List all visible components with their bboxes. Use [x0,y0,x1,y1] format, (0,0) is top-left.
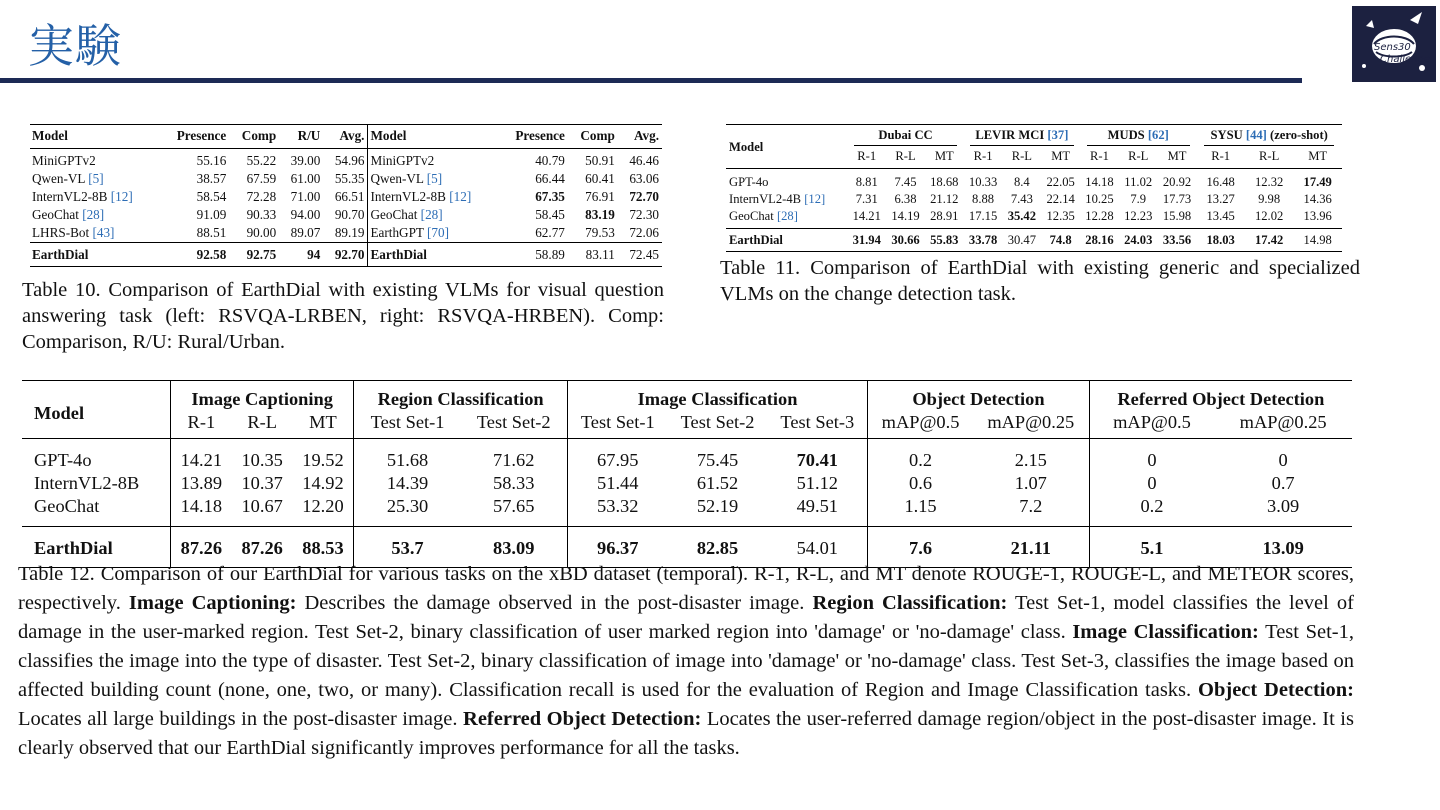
table-cell: 53.32 [567,495,667,527]
table-cell: 40.79 [535,153,565,168]
table-10-caption [22,277,664,355]
table-12-group-header: Object Detection [868,381,1090,412]
table-cell: 22.05 [1046,175,1075,189]
table-11-caption [720,255,1360,307]
table-cell: 10.37 [241,473,283,493]
table-10-body [30,149,662,243]
table-cell: 5.1 [1089,527,1214,568]
table-cell: 82.85 [696,538,739,558]
table-cell: 18.03 [1206,233,1235,247]
table-10-header-cell: Presence [515,128,565,143]
table-cell: 31.94 [852,233,881,247]
table-row [22,472,1352,495]
table-cell: 21.12 [930,192,959,206]
table-cell: 7.31 [855,192,878,206]
table-cell: 87.26 [241,538,283,558]
model-name [30,224,161,243]
table-row [726,208,1342,229]
model-label: InternVL2-8B [32,189,108,204]
table-cell: 14.92 [302,473,344,493]
table-12-model-header: Model [34,402,85,423]
logo-text-top: Sens30 [1374,42,1411,53]
table-cell: 55.22 [246,153,277,168]
table-cell: 90.33 [246,207,277,222]
table-cell: 89.07 [290,225,321,240]
table-12-group-header: Image Classification [567,381,867,412]
metric-header: MT [1308,149,1328,163]
table-cell: 7.9 [1130,192,1147,206]
table-10-header-cell: Comp [241,128,277,143]
slide-title: 実験 [28,19,122,73]
table-cell: 14.19 [891,209,920,223]
metric-header: R-1 [857,149,877,163]
table-10-final-row [30,243,662,267]
table-10-header-cell: Presence [176,128,227,143]
table-cell: 83.19 [585,207,615,222]
table-10-header-cell: Model [368,125,499,149]
table-11-group-header: LEVIR MCI [37] [964,125,1080,147]
citation: [28] [82,207,105,222]
table-cell: 70.41 [796,450,838,470]
metric-header: mAP@0.25 [1239,412,1327,432]
table-row [30,206,662,224]
table-cell: 16.48 [1206,175,1235,189]
table-cell: 14.98 [1303,233,1332,247]
caption-heading: Region Classification: [812,592,1008,614]
logo-graphic [1352,6,1436,82]
table-cell: 38.57 [196,171,227,186]
table-cell: 1.15 [868,495,973,527]
citation: [5] [426,171,443,186]
table-cell: 13.89 [170,472,231,495]
table-10-cell: 92.70 [334,247,365,262]
caption-heading: Image Classification: [1072,621,1259,643]
caption-heading: Object Detection: [1198,679,1354,701]
table-row [726,191,1342,208]
model-name [30,170,161,188]
table-cell: 19.52 [302,450,344,470]
metric-header: MT [1051,149,1071,163]
metric-header: Test Set-1 [567,411,667,439]
table-cell: 61.52 [696,473,739,493]
table-cell: 83.09 [493,538,535,558]
table-cell: 13.09 [1262,538,1304,558]
table-cell: 17.42 [1254,233,1284,247]
table-cell: 35.42 [1007,209,1037,223]
table-cell: 10.67 [241,496,283,516]
table-cell: 54.96 [334,153,365,168]
table-cell: 90.00 [246,225,277,240]
table-cell: 67.35 [535,189,565,204]
table-11-body [726,169,1342,229]
metric-header: Test Set-2 [680,412,755,432]
table-cell: 60.41 [585,171,615,186]
metric-header: Test Set-1 [354,411,461,439]
table-cell: 13.27 [1206,192,1235,206]
table-row [22,495,1352,527]
metric-header: MT [934,149,954,163]
citation: [70] [427,225,449,240]
table-12-caption: Table 12. Comparison of our EarthDial for various tasks on the xBD dataset (temporal). R-1, R-L, and MT denote ROUGE-1, ROUGE-L, and METEOR scores, respectively. Image Captioning: Describes the damage observed in the post-disaster image. Region Classification: Test Set-1, model classifies the level of damage in the user-marked region. Test Set-2, binary classification of user marked region into 'damage' or 'no-damage' class. Image Classification: Test Set-1, classifies the image into the type of disaster. Test Set-2, binary classification of image into 'damage' or 'no-damage' class. Test Set-3, classifies the image based on affected building count (none, one, two, or many). Classification recall is used for the evaluation of Region and Image Classification tasks. Object Detection: Locates all large buildings in the post-disaster image. Referred Object Detection: Locates the user-referred damage region/object in the post-disaster image. It is clearly observed that our EarthDial significantly improves performance for all the tasks. [18,563,1355,759]
table-cell: 72.30 [629,207,659,222]
table-cell: 12.35 [1046,209,1075,223]
table-cell: 0.2 [868,439,973,473]
table-cell: 18.68 [930,175,959,189]
table-cell: 67.95 [567,439,667,473]
table-cell: 79.53 [585,225,615,240]
table-cell: 54.01 [796,538,838,558]
model-name [368,170,499,188]
table-cell: 51.12 [796,473,838,493]
table-11-group-header: MUDS [62] [1080,125,1196,147]
metric-header: R-1 [1211,149,1231,163]
table-cell: 89.19 [334,225,365,240]
table-cell: 14.21 [170,439,231,473]
table-10-cell: EarthDial [32,247,89,262]
metric-header: R-1 [1090,149,1109,163]
citation: [43] [92,225,115,240]
table-cell: 62.77 [535,225,565,240]
table-cell: 49.51 [796,496,838,516]
caption-label: Table 10. [22,279,101,301]
model-name: GPT-4o [34,450,92,470]
table-cell: 66.44 [535,171,565,186]
table-cell: 12.32 [1254,175,1284,189]
model-name: InternVL2-8B [34,473,140,493]
table-cell: 87.26 [170,527,231,568]
table-cell: 55.83 [930,233,959,247]
table-row [30,170,662,188]
table-cell: 17.15 [968,209,998,223]
table-cell: 76.91 [585,189,615,204]
table-cell: 66.51 [334,189,365,204]
table-cell: 33.78 [968,233,998,247]
table-cell: 96.37 [567,527,667,568]
table-10-cell: 83.11 [585,247,615,262]
table-12-group-row [22,381,1352,412]
table-cell: 28.16 [1085,233,1114,247]
table-cell: 61.00 [290,171,321,186]
table-cell: 12.23 [1124,209,1153,223]
caption-label: Table 12. [18,563,95,585]
table-cell: 8.4 [1013,175,1030,189]
metric-header: Test Set-2 [476,412,551,432]
table-row [30,224,662,243]
table-cell: 72.28 [246,189,277,204]
table-10-cell: 72.45 [629,247,659,262]
model-name: EarthDial [34,538,113,558]
table-cell: 2.15 [1014,450,1047,470]
table-cell: 0.2 [1089,495,1214,527]
table-10 [30,124,662,267]
table-cell: 10.33 [968,175,998,189]
table-cell: 51.44 [567,472,667,495]
citation: [28] [420,207,443,222]
table-cell: 58.45 [535,207,565,222]
table-cell: 67.59 [246,171,277,186]
table-cell: 72.06 [629,225,659,240]
table-cell: 17.73 [1162,192,1192,206]
model-name [30,188,161,206]
logo-text-bottom: Challenge [1380,54,1430,65]
table-cell: 14.36 [1303,192,1332,206]
table-cell: 90.70 [334,207,365,222]
table-11-final-row [726,229,1342,252]
table-cell: 10.25 [1085,192,1114,206]
table-cell: 46.46 [629,153,659,168]
metric-header: R-L [247,412,277,432]
table-cell: 24.03 [1124,233,1153,247]
table-cell: 12.28 [1085,209,1114,223]
table-12-group-header: Referred Object Detection [1089,381,1352,412]
table-cell: 75.45 [696,450,739,470]
table-cell: 7.45 [894,175,917,189]
table-cell: 7.43 [1010,192,1033,206]
model-label: EarthGPT [370,225,424,240]
table-10-header-cell: R/U [297,128,321,143]
metric-header: R-L [1128,149,1149,163]
table-cell: 88.53 [302,538,344,558]
table-cell: 22.14 [1046,192,1075,206]
table-11-group-header: Dubai CC [847,125,963,147]
model-label: GPT-4o [729,175,769,189]
table-cell: 20.92 [1162,175,1192,189]
table-cell: 51.68 [354,439,461,473]
table-cell: 8.88 [972,192,995,206]
table-12-group-header: Image Captioning [170,381,354,412]
metric-header: R-L [895,149,916,163]
model-name [368,224,499,243]
model-label: GeoChat [729,209,774,223]
table-cell: 25.30 [354,495,461,527]
table-cell: 30.66 [891,233,920,247]
table-cell: 7.2 [1019,496,1043,516]
citation: [12] [110,189,133,204]
citation: [12] [449,189,472,204]
model-label: MiniGPTv2 [370,153,435,168]
table-10-cell: 92.58 [196,247,227,262]
table-row [726,169,1342,192]
table-cell: 10.35 [241,450,283,470]
caption-heading: Image Captioning: [128,592,297,614]
table-cell: 53.7 [354,527,461,568]
metric-header: MT [1167,149,1187,163]
table-cell: 63.06 [629,171,659,186]
table-11-group-header: SYSU [44] (zero-shot) [1196,125,1342,147]
table-10-header-cell: Avg. [339,128,365,143]
table-row [30,149,662,171]
model-label: GeoChat [370,207,418,222]
model-label: LHRS-Bot [32,225,90,240]
table-10-header-cell: Model [32,128,68,143]
table-cell: 11.02 [1124,175,1153,189]
table-12 [22,380,1352,568]
citation: [28] [776,209,798,223]
table-cell: 12.20 [302,496,344,516]
table-cell: 12.02 [1254,209,1284,223]
table-cell: 39.00 [290,153,321,168]
model-name: GeoChat [34,496,100,516]
table-cell: 13.45 [1206,209,1235,223]
model-label: Qwen-VL [32,171,85,186]
table-10-cell: EarthDial [368,243,499,267]
table-cell: 0.7 [1271,473,1295,493]
model-label: InternVL2-4B [729,192,802,206]
table-10-cell: 94 [307,247,321,262]
table-cell: 0 [1089,472,1214,495]
model-name [368,149,499,171]
table-cell: 52.19 [696,496,739,516]
metric-header: R-L [1011,149,1032,163]
table-12-body [22,439,1352,527]
table-11 [726,124,1342,252]
table-cell: 50.91 [585,153,615,168]
table-cell: 55.35 [334,171,365,186]
table-cell: 21.11 [1010,538,1051,558]
caption-label: Table 11. [720,257,801,279]
metric-header: mAP@0.25 [987,412,1075,432]
table-cell: 17.49 [1303,175,1332,189]
table-cell: 13.96 [1303,209,1332,223]
model-name [30,206,161,224]
table-10-header-cell: Avg. [633,128,659,143]
table-cell: 3.09 [1267,496,1300,516]
caption-heading: Referred Object Detection: [463,708,702,730]
model-label: InternVL2-8B [370,189,446,204]
table-cell: 9.98 [1258,192,1281,206]
table-cell: 0.6 [868,472,973,495]
table-cell: 71.00 [290,189,321,204]
table-cell: 55.16 [196,153,227,168]
table-12-metric-row [22,411,1352,439]
table-cell: 94.00 [290,207,321,222]
table-cell: 33.56 [1162,233,1192,247]
table-12-group-header: Region Classification [354,381,567,412]
model-label: MiniGPTv2 [32,153,96,168]
title-divider [0,78,1302,83]
caption-text: Comparison of EarthDial with existing VLMs for visual question answering task (left: RSVQA-LRBEN, right: RSVQA-HRBEN). Comp: Comparison, R/U: Rural/Urban. [22,279,665,353]
table-10-cell: 92.75 [246,247,277,262]
model-label: GeoChat [32,207,79,222]
metric-header: mAP@0.5 [868,411,973,439]
metric-header: mAP@0.5 [1089,411,1214,439]
table-cell: 57.65 [493,496,535,516]
table-cell: 6.38 [894,192,917,206]
table-cell: 15.98 [1162,209,1192,223]
metric-header: R-L [1258,149,1280,163]
table-cell: 71.62 [493,450,535,470]
table-cell: 91.09 [196,207,227,222]
model-name [368,188,499,206]
citation: [12] [804,192,826,206]
table-cell: 88.51 [196,225,227,240]
table-cell: 58.33 [493,473,535,493]
model-name [368,206,499,224]
table-row [22,439,1352,473]
model-name [726,191,847,208]
table-cell: 14.21 [852,209,881,223]
model-name: EarthDial [729,233,783,247]
model-name [726,208,847,229]
metric-header: R-1 [170,411,231,439]
table-10-header-row [30,125,662,149]
challenge-logo-icon [1352,6,1436,82]
table-11-group-row [726,125,1342,147]
table-cell: 72.70 [629,189,659,204]
table-row [30,188,662,206]
table-10-cell: 58.89 [535,247,565,262]
table-cell: 58.54 [196,189,227,204]
table-cell: 14.18 [1085,175,1114,189]
table-cell: 0 [1089,439,1214,473]
table-cell: 0 [1278,450,1288,470]
table-11-model-header: Model [729,140,764,154]
citation: [5] [88,171,104,186]
metric-header: MT [309,412,337,432]
metric-header: R-1 [973,149,993,163]
table-cell: 28.91 [930,209,959,223]
table-cell: 8.81 [855,175,878,189]
table-cell: 74.8 [1049,233,1072,247]
table-cell: 7.6 [868,527,973,568]
caption-text: Comparison of EarthDial with existing generic and specialized VLMs on the change detection task. [720,257,1360,305]
table-10-header-cell: Comp [580,128,615,143]
model-name [30,149,161,171]
table-cell: 14.18 [170,495,231,527]
table-cell: 30.47 [1007,233,1037,247]
table-cell: 14.39 [354,472,461,495]
metric-header: Test Set-3 [780,412,855,432]
table-cell: 1.07 [1014,473,1047,493]
model-label: Qwen-VL [370,171,424,186]
model-name [726,169,847,192]
